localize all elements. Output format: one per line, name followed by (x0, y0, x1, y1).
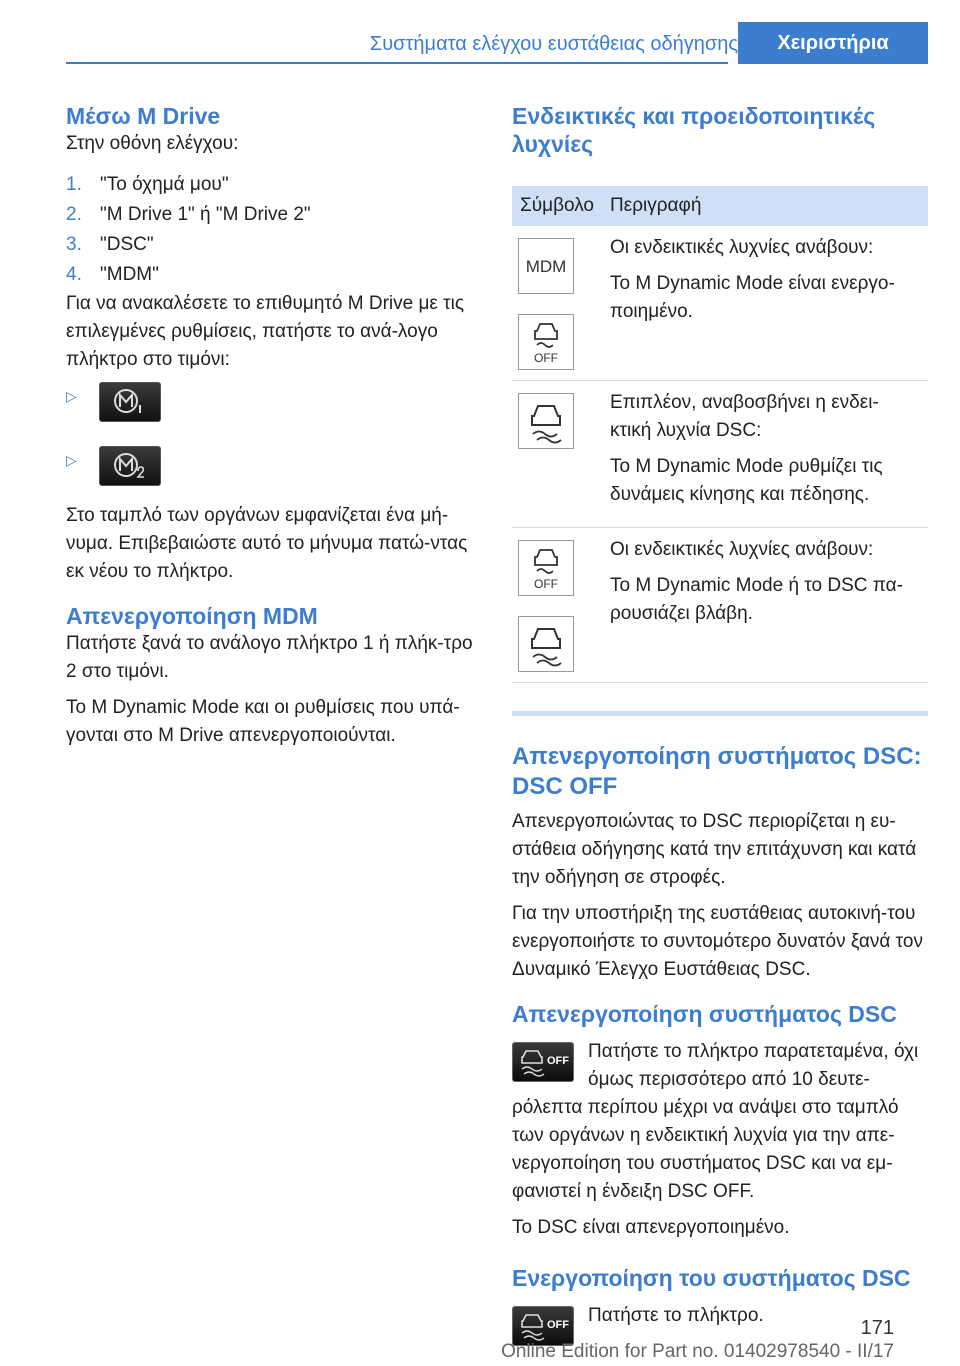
sec-m-drive-intro: Στην οθόνη ελέγχου: (66, 133, 239, 154)
sec-dsc-off-title: Απενεργοποίηση συστήματος DSC: DSC OFF (512, 743, 922, 800)
page-header (0, 22, 960, 64)
step-text: "M Drive 1" ή "M Drive 2" (100, 204, 311, 225)
sec-indicators-title: Ενδεικτικές και προειδοποιητικές λυχνίες (512, 103, 876, 157)
step-number: 3. (66, 234, 82, 255)
row2-line1: Επιπλέον, αναβοσβήνει η ενδει‐κτική λυχνία DSC: (610, 392, 879, 441)
step-number: 1. (66, 174, 82, 195)
off-icon-label: OFF (534, 577, 558, 591)
col-header-description: Περιγραφή (602, 186, 928, 226)
header-rule (66, 62, 728, 64)
table-row (512, 528, 928, 683)
dsc-indicator-icon (518, 393, 574, 449)
row2-line2: Το M Dynamic Mode ρυθμίζει τις δυνάμεις κίνησης και πέδησης. (610, 456, 883, 505)
symbol-cell (512, 381, 602, 528)
mdm-off-paragraph-2: Το M Dynamic Mode και οι ρυθμίσεις που υπά‐γονται στο M Drive απενεργοποιούνται. (66, 697, 460, 746)
dsc-indicator-icon (518, 616, 574, 672)
list-item (66, 170, 478, 200)
chapter-title: Συστήματα ελέγχου ευστάθειας οδήγησης (369, 33, 738, 55)
arrow-bullet-icon: ▷ (66, 388, 77, 404)
arrow-bullet-icon: ▷ (66, 452, 77, 468)
dsc-deactivate-block (512, 1038, 928, 1242)
page-number: 171 (860, 1317, 894, 1339)
step-number: 4. (66, 264, 82, 285)
sec-mdm-off-title: Απενεργοποίηση MDM (66, 603, 318, 629)
m1-steering-key-icon (99, 382, 161, 422)
table-row (512, 381, 928, 528)
list-item (66, 230, 478, 260)
indicator-table (512, 186, 928, 683)
steps-list (66, 170, 478, 290)
col-header-symbol: Σύμβολο (512, 186, 602, 226)
off-icon-label: OFF (534, 351, 558, 365)
step-number: 2. (66, 204, 82, 225)
description-cell (602, 528, 928, 683)
row1-line1: Οι ενδεικτικές λυχνίες ανάβουν: (610, 237, 874, 258)
left-column (66, 102, 478, 750)
message-paragraph: Στο ταμπλό των οργάνων εμφανίζεται ένα μή‐νυμα. Επιβεβαιώστε αυτό το μήνυμα πατώ‐ντας εκ νέου το πλήκτρο. (66, 505, 468, 582)
off-button-label: OFF (547, 1319, 569, 1331)
recall-paragraph: Για να ανακαλέσετε το επιθυμητό M Drive με τις επιλεγμένες ρυθμίσεις, πατήστε το ανά‐λογο πλήκτρο στο τιμόνι: (66, 293, 465, 370)
mdm-indicator-icon (518, 238, 574, 294)
row3-line2: Το M Dynamic Mode ή το DSC πα‐ρουσιάζει βλάβη. (610, 575, 903, 624)
description-cell (602, 381, 928, 528)
row3-line1: Οι ενδεικτικές λυχνίες ανάβουν: (610, 539, 874, 560)
mdm-off-paragraph-1: Πατήστε ξανά το ανάλογο πλήκτρο 1 ή πλήκ‐τρο 2 στο τιμόνι. (66, 633, 473, 682)
right-column (512, 102, 928, 1352)
m1-key-row (66, 382, 478, 438)
mdm-icon-label: MDM (525, 257, 567, 276)
symbol-cell (512, 528, 602, 683)
step-text: "MDM" (100, 264, 159, 285)
dsc-off-paragraph-1: Απενεργοποιώντας το DSC περιορίζεται η ευ‐στάθεια οδήγησης κατά την επιτάχυνση και κατά την οδήγηση σε στροφές. (512, 811, 917, 888)
off-button-label: OFF (547, 1055, 569, 1067)
symbol-cell (512, 226, 602, 381)
description-cell (602, 226, 928, 381)
list-item (66, 200, 478, 230)
dsc-off-button-icon (512, 1042, 574, 1082)
table-header-row (512, 186, 928, 226)
dsc-off-indicator-icon (518, 540, 574, 596)
table-row (512, 226, 928, 381)
step-text: "DSC" (100, 234, 154, 255)
row1-line2: Το M Dynamic Mode είναι ενεργο‐ποιημένο. (610, 273, 895, 322)
edition-note: Online Edition for Part no. 01402978540 - II/17 (501, 1341, 894, 1362)
section-divider (512, 711, 928, 716)
dsc-deactivate-paragraph-1: Πατήστε το πλήκτρο παρατεταμένα, όχι όμως περισσότερο από 10 δευτε‐ρόλεπτα περίπου μέχρι να ανάψει στο ταμπλό των οργάνων η ενδεικτική λυχνία για την απε‐νεργοποίηση του συστήματος DSC και να εμ‐φανιστεί η ένδειξη DSC OFF. (512, 1041, 919, 1202)
dsc-activate-paragraph: Πατήστε το πλήκτρο. (588, 1305, 764, 1326)
step-text: "Το όχημά μου" (100, 174, 229, 195)
sec-dsc-deactivate-title: Απενεργοποίηση συστήματος DSC (512, 1001, 897, 1027)
m2-key-row (66, 446, 478, 502)
dsc-off-indicator-icon (518, 314, 574, 370)
m2-steering-key-icon (99, 446, 161, 486)
dsc-deactivate-paragraph-2: Το DSC είναι απενεργοποιημένο. (512, 1217, 790, 1238)
section-tab: Χειριστήρια (738, 22, 928, 64)
list-item (66, 260, 478, 290)
sec-m-drive-title: Μέσω M Drive (66, 103, 221, 129)
sec-dsc-activate-title: Ενεργοποίηση του συστήματος DSC (512, 1265, 911, 1291)
dsc-off-paragraph-2: Για την υποστήριξη της ευστάθειας αυτοκινή‐του ενεργοποιήστε το συντομότερο δυνατόν ξανά τον Δυναμικό Έλεγχο Ευστάθειας DSC. (512, 903, 923, 980)
